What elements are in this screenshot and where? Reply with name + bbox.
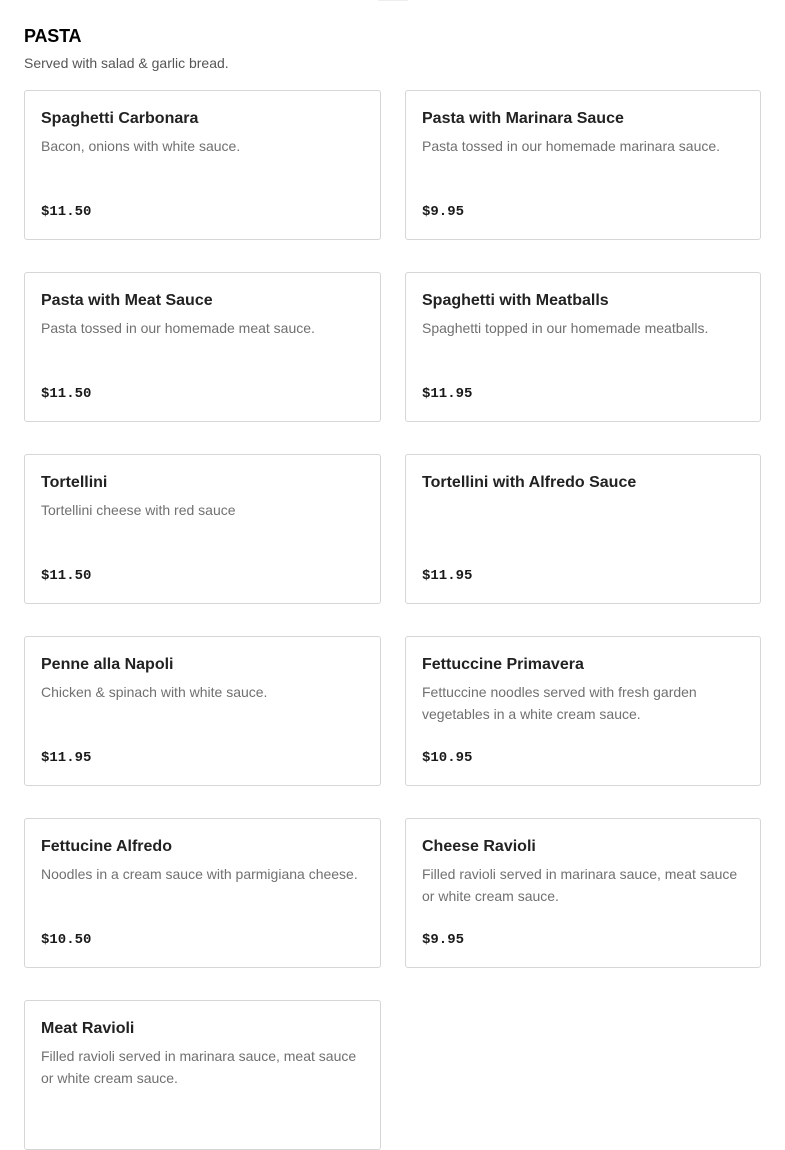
menu-item-name: Tortellini with Alfredo Sauce [422,474,637,491]
menu-item-name: Pasta with Marinara Sauce [422,110,624,127]
menu-item-card[interactable] [24,272,381,422]
menu-item-name: Pasta with Meat Sauce [41,292,213,309]
menu-item-card[interactable] [405,272,761,422]
menu-item-name: Spaghetti Carbonara [41,110,199,127]
menu-item-price: $11.50 [41,386,92,402]
menu-item-description: Pasta tossed in our homemade marinara sauce. [422,138,721,154]
menu-item-name: Meat Ravioli [41,1020,135,1037]
menu-item-price: $10.50 [41,932,92,948]
menu-item-description: Filled ravioli served in marinara sauce, meat sauce or white cream sauce. [41,1048,357,1086]
section-title: PASTA [24,26,82,46]
menu-item-grid [24,90,761,1150]
menu-item-price: $9.95 [422,204,465,220]
menu-item-description: Noodles in a cream sauce with parmigiana cheese. [41,866,358,882]
menu-item-card[interactable] [24,454,381,604]
top-divider [378,0,408,1]
menu-item-name: Cheese Ravioli [422,838,536,855]
menu-item-card[interactable] [405,454,761,604]
menu-item-name: Fettuccine Primavera [422,656,584,673]
menu-item-description: Filled ravioli served in marinara sauce, meat sauce or white cream sauce. [422,866,738,904]
menu-item-price: $11.95 [422,568,473,584]
menu-item-description: Spaghetti topped in our homemade meatballs. [422,320,709,336]
menu-item-name: Spaghetti with Meatballs [422,292,609,309]
menu-item-name: Penne alla Napoli [41,656,174,673]
menu-item-card[interactable] [405,90,761,240]
menu-item-description: Bacon, onions with white sauce. [41,138,241,154]
menu-item-card[interactable] [24,1000,381,1150]
menu-item-price: $9.95 [422,932,465,948]
menu-item-card[interactable] [405,636,761,786]
section-subtitle: Served with salad & garlic bread. [24,55,229,71]
menu-item-name: Tortellini [41,474,108,491]
menu-item-price: $11.95 [41,750,92,766]
menu-item-price: $11.50 [41,204,92,220]
menu-item-card[interactable] [405,818,761,968]
menu-item-card[interactable] [24,818,381,968]
menu-item-description: Fettuccine noodles served with fresh garden vegetables in a white cream sauce. [422,684,697,722]
menu-item-description: Pasta tossed in our homemade meat sauce. [41,320,315,336]
menu-item-price: $10.95 [422,750,473,766]
menu-item-card[interactable] [24,90,381,240]
menu-item-card[interactable] [24,636,381,786]
menu-item-description: Tortellini cheese with red sauce [41,502,236,518]
menu-item-price: $11.50 [41,568,92,584]
menu-item-description: Chicken & spinach with white sauce. [41,684,268,700]
menu-item-name: Fettucine Alfredo [41,838,172,855]
menu-item-price: $11.95 [422,386,473,402]
